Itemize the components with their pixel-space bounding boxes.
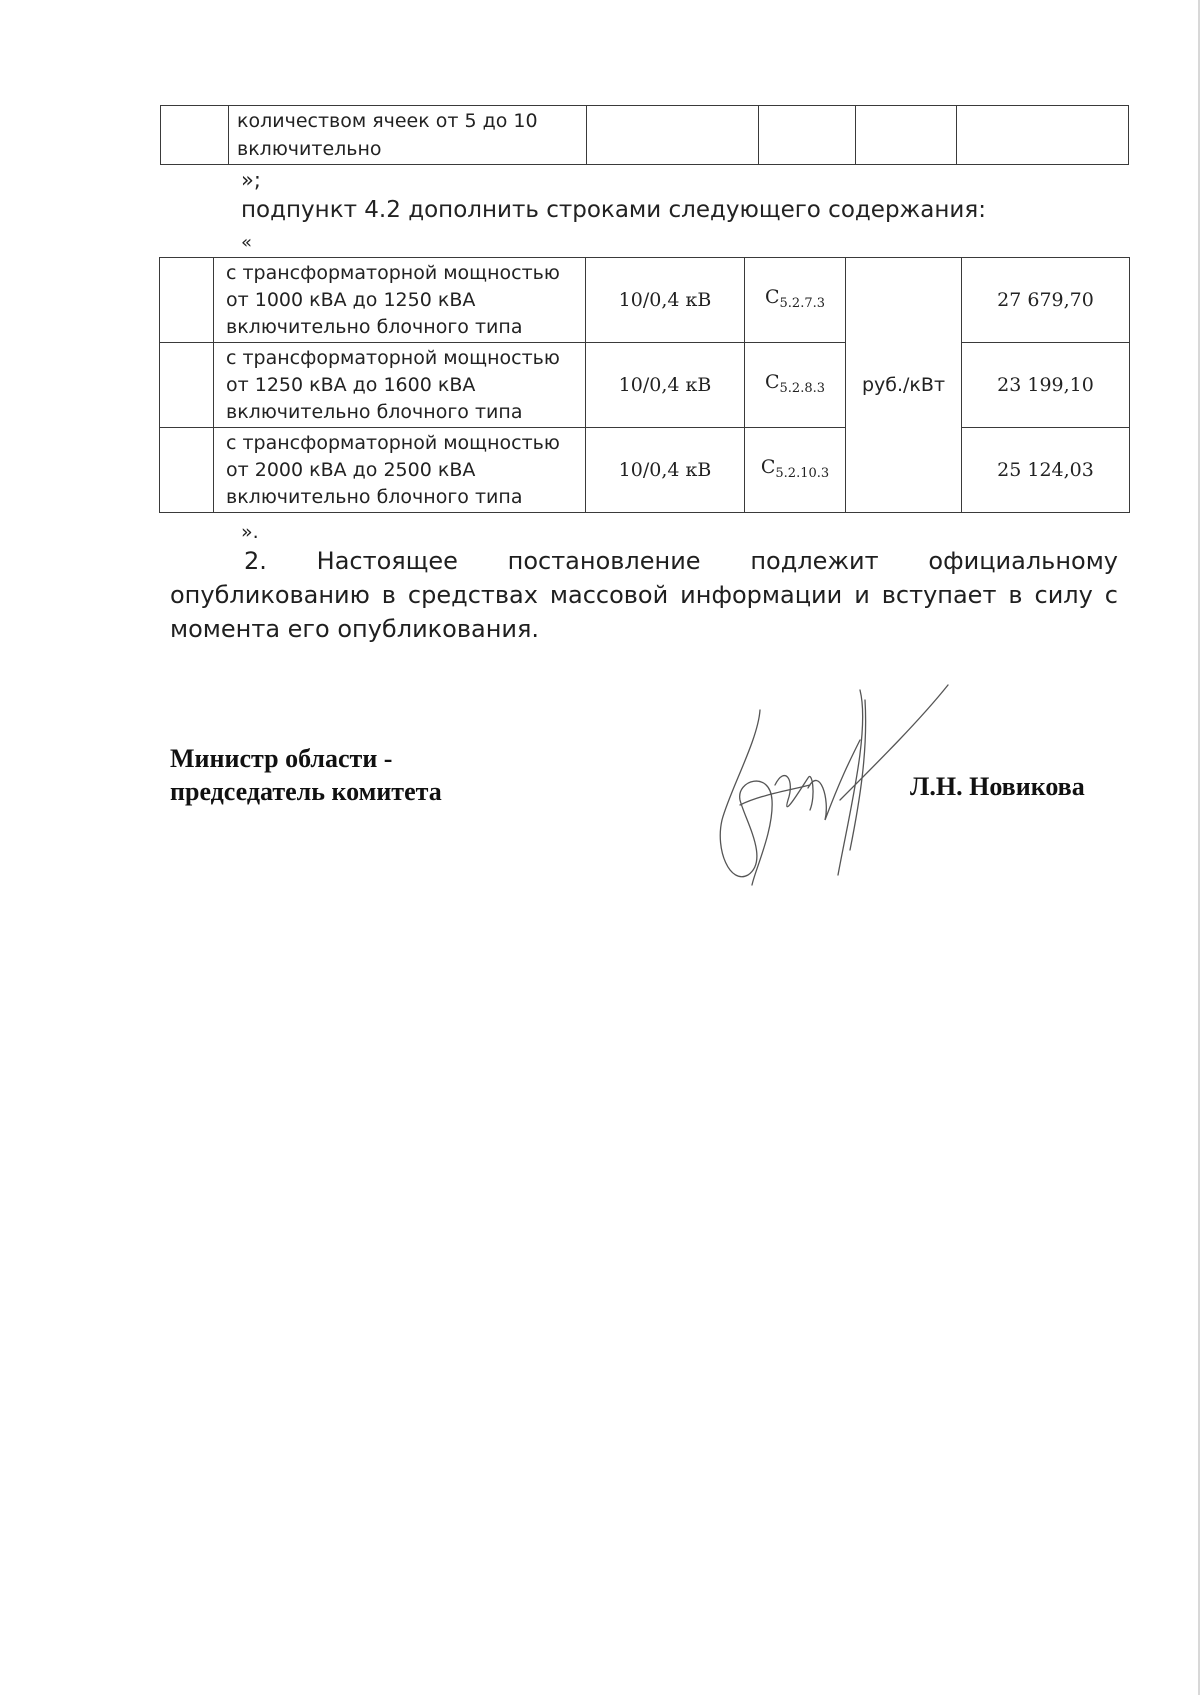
- closing-quote: »;: [241, 168, 261, 192]
- closing-quote: ».: [241, 521, 259, 543]
- code-cell: [745, 258, 846, 343]
- table-cell-desc: [214, 428, 586, 513]
- signer-title: [170, 742, 442, 808]
- cell-text-line: количеством ячеек от 5 до 10: [237, 110, 538, 132]
- table-row: [160, 258, 1130, 343]
- value-cell: 25 124,03: [962, 428, 1130, 513]
- opening-quote: «: [241, 232, 253, 253]
- value-cell: 23 199,10: [962, 343, 1130, 428]
- desc-line: от 1250 кВА до 1600 кВА: [226, 373, 476, 396]
- table-row: [160, 428, 1130, 513]
- desc-line: с трансформаторной мощностью: [226, 431, 560, 454]
- signer-name: Л.Н. Новикова: [910, 772, 1085, 801]
- table-cell: [160, 428, 214, 513]
- continued-table: [160, 105, 1129, 165]
- table-row: [160, 343, 1130, 428]
- code-cell: [745, 343, 846, 428]
- code-subscript: 5.2.10.3: [775, 465, 830, 481]
- table-cell: [160, 343, 214, 428]
- voltage-cell: 10/0,4 кВ: [586, 258, 745, 343]
- desc-line: с трансформаторной мощностью: [226, 261, 560, 284]
- voltage-cell: 10/0,4 кВ: [586, 343, 745, 428]
- signer-title-line: Министр области -: [170, 744, 393, 773]
- signer-title-line: председатель комитета: [170, 777, 442, 806]
- desc-line: включительно блочного типа: [226, 485, 523, 508]
- table-cell: [587, 106, 759, 165]
- desc-line: включительно блочного типа: [226, 315, 523, 338]
- code-base: C: [764, 370, 780, 393]
- value-cell: 27 679,70: [962, 258, 1130, 343]
- table-cell-desc: [214, 343, 586, 428]
- unit-cell: руб./кВт: [846, 258, 962, 513]
- code-base: C: [764, 285, 780, 308]
- amendment-intro: подпункт 4.2 дополнить строками следующего содержания:: [241, 197, 986, 223]
- code-subscript: 5.2.8.3: [779, 380, 826, 396]
- voltage-cell: 10/0,4 кВ: [586, 428, 745, 513]
- table-cell: [957, 106, 1129, 165]
- code-subscript: 5.2.7.3: [779, 295, 826, 311]
- table-cell-desc: [214, 258, 586, 343]
- table-cell: [856, 106, 957, 165]
- desc-line: с трансформаторной мощностью: [226, 346, 560, 369]
- table-row: [161, 106, 1129, 165]
- code-base: C: [760, 455, 776, 478]
- table-cell: [160, 258, 214, 343]
- desc-line: от 1000 кВА до 1250 кВА: [226, 288, 476, 311]
- table-cell: [759, 106, 856, 165]
- table-cell: [161, 106, 229, 165]
- table-cell-desc: [229, 106, 587, 165]
- code-cell: [745, 428, 846, 513]
- tariff-table: [159, 257, 1130, 513]
- cell-text-line: включительно: [237, 138, 382, 160]
- desc-line: включительно блочного типа: [226, 400, 523, 423]
- desc-line: от 2000 кВА до 2500 кВА: [226, 458, 476, 481]
- clause-2-paragraph: 2. Настоящее постановление подлежит официальному опубликованию в средствах массовой информации и вступает в силу с момента его опубликования.: [170, 547, 1118, 643]
